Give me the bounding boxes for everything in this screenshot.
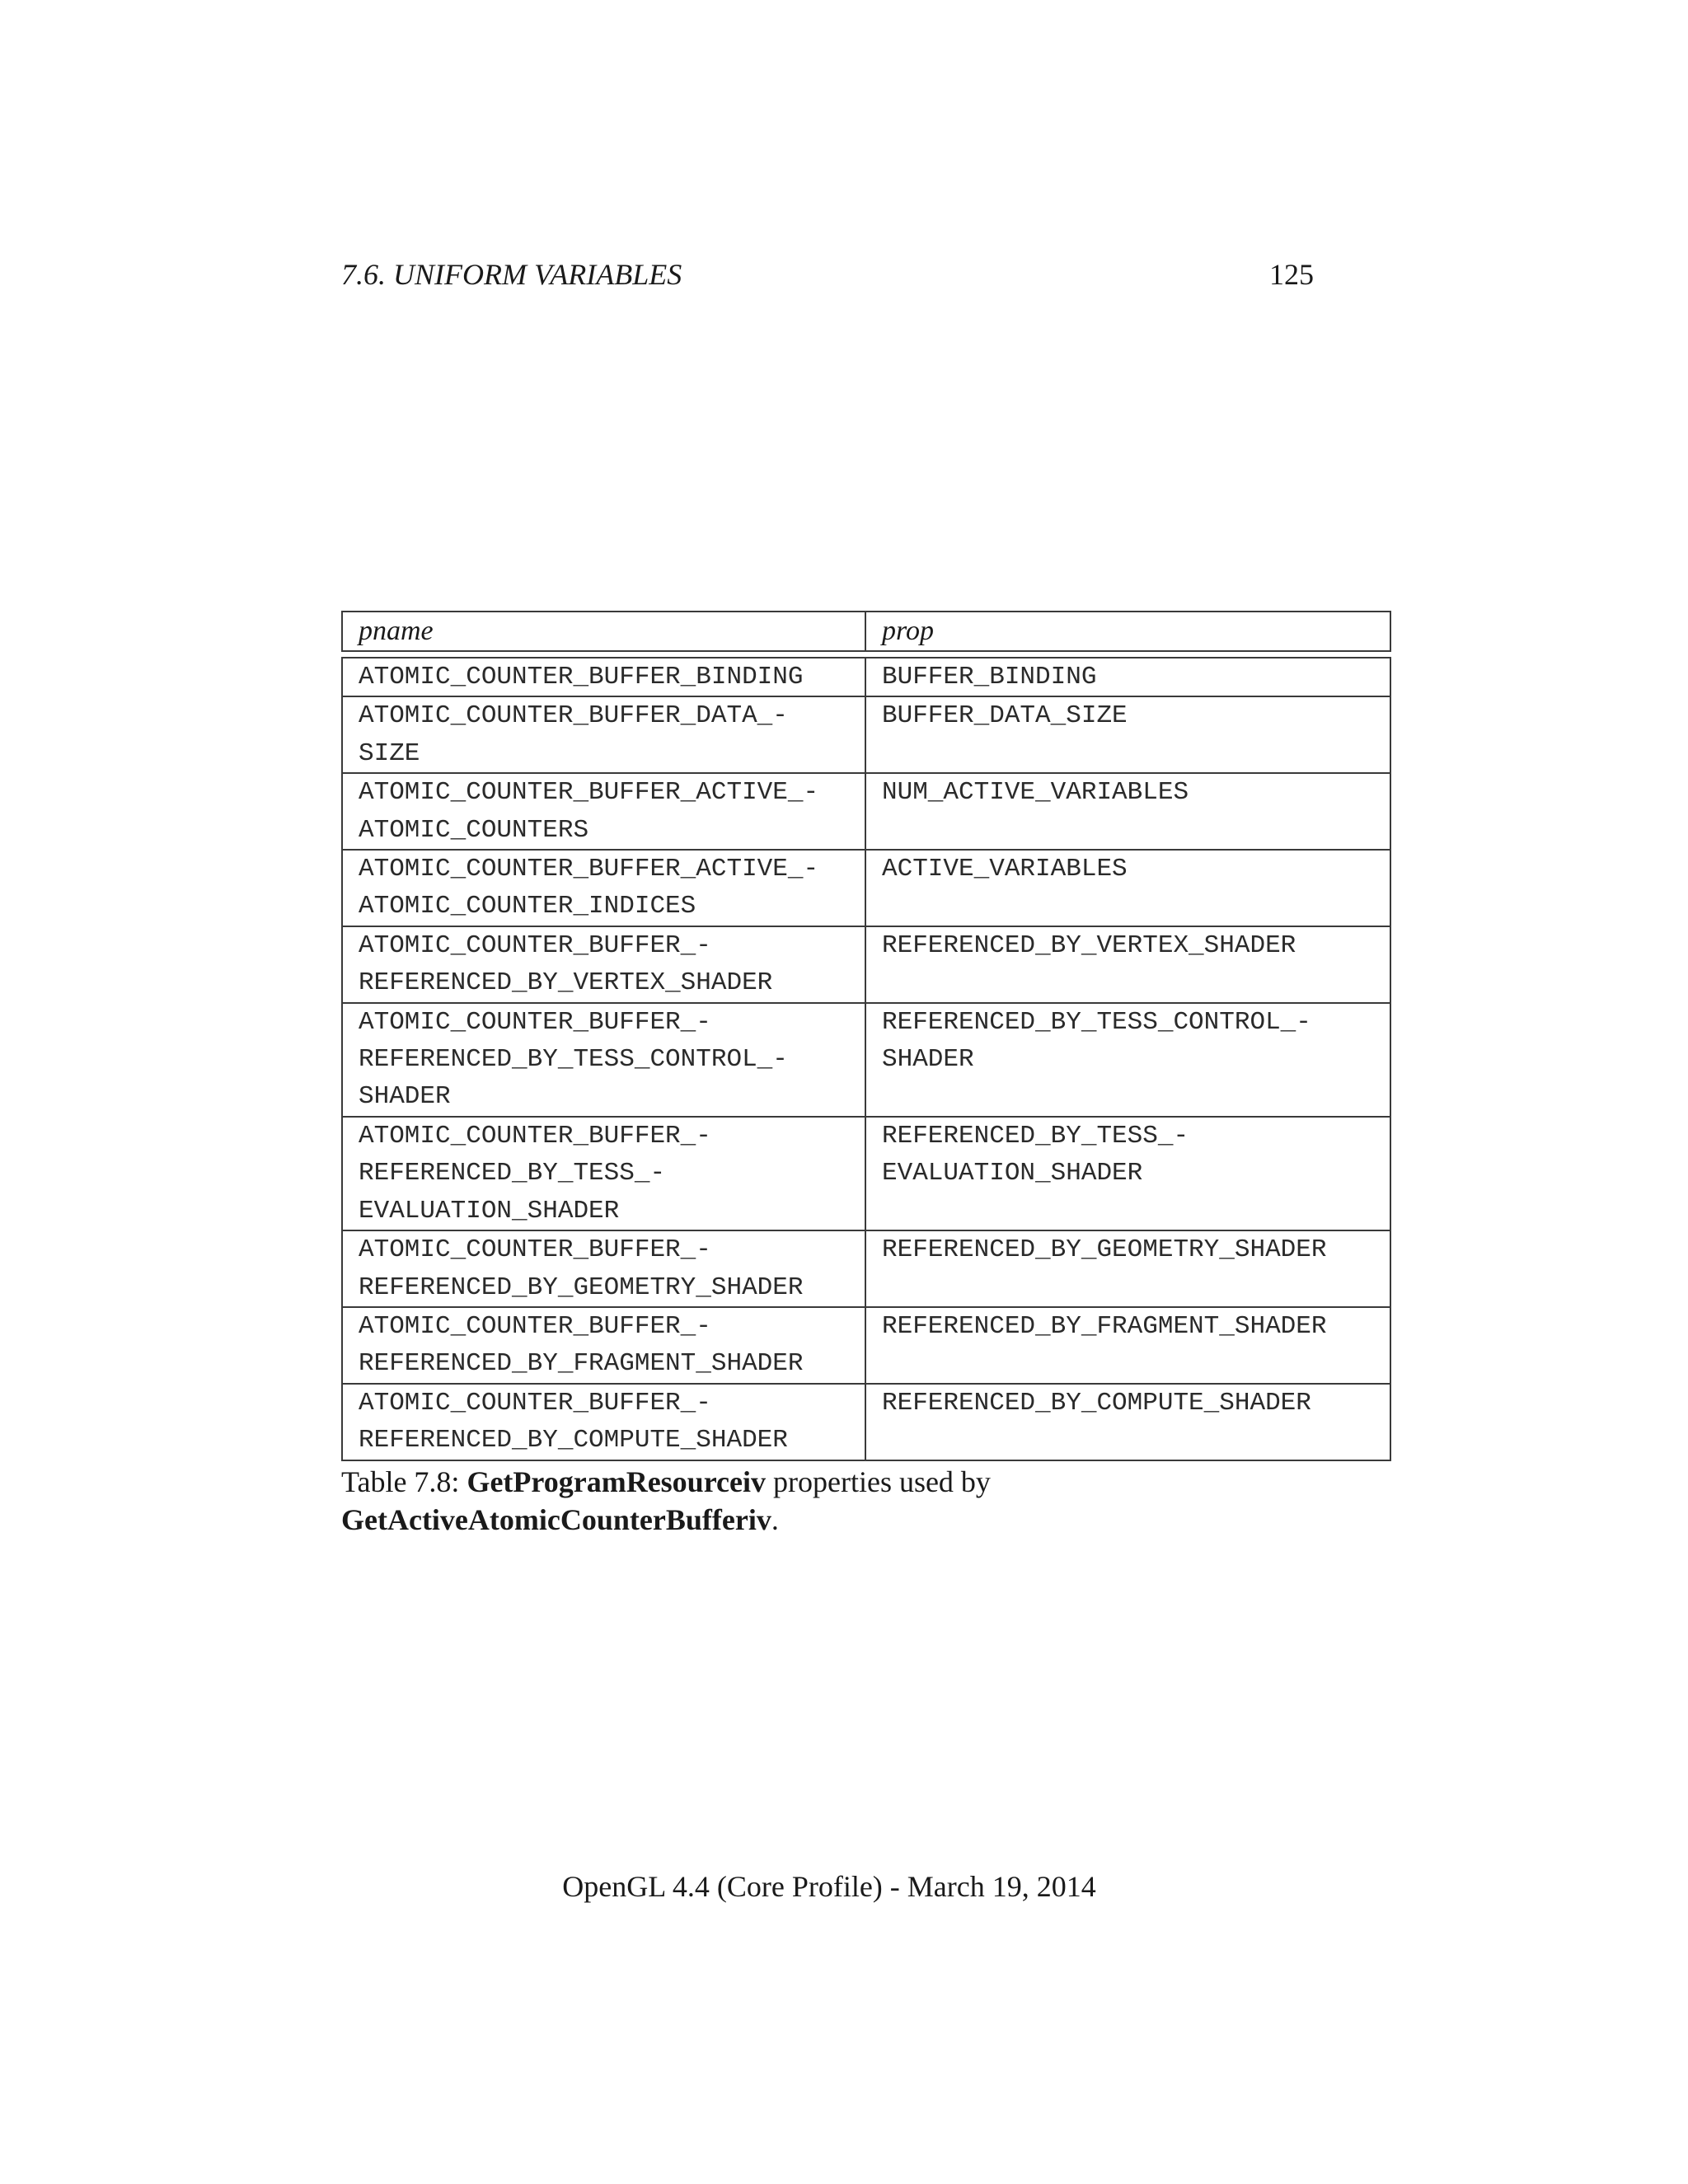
cell-pname: ATOMIC_COUNTER_BUFFER_ACTIVE_- ATOMIC_COUNTERS xyxy=(342,773,865,850)
properties-table xyxy=(341,611,1391,1461)
table-row xyxy=(342,1307,1390,1384)
cell-pname: ATOMIC_COUNTER_BUFFER_- REFERENCED_BY_TESS_CONTROL_- SHADER xyxy=(342,1003,865,1117)
page-footer: OpenGL 4.4 (Core Profile) - March 19, 2014 xyxy=(562,1870,1096,1903)
properties-table-container xyxy=(341,611,1390,1461)
table-row xyxy=(342,1003,1390,1117)
cell-pname: ATOMIC_COUNTER_BUFFER_- REFERENCED_BY_VERTEX_SHADER xyxy=(342,926,865,1003)
caption-middle-text: properties used by xyxy=(766,1465,991,1498)
running-header-section: 7.6. UNIFORM VARIABLES xyxy=(341,258,682,291)
cell-pname: ATOMIC_COUNTER_BUFFER_- REFERENCED_BY_FRAGMENT_SHADER xyxy=(342,1307,865,1384)
table-caption xyxy=(341,1463,1314,1539)
column-header-pname: pname xyxy=(342,612,865,651)
caption-function-getprogramresourceiv: GetProgramResourceiv xyxy=(467,1465,766,1498)
cell-prop: REFERENCED_BY_COMPUTE_SHADER xyxy=(865,1384,1390,1460)
table-row xyxy=(342,1384,1390,1460)
cell-pname: ATOMIC_COUNTER_BUFFER_- REFERENCED_BY_TESS_- EVALUATION_SHADER xyxy=(342,1117,865,1230)
table-row xyxy=(342,696,1390,773)
cell-prop: REFERENCED_BY_TESS_- EVALUATION_SHADER xyxy=(865,1117,1390,1230)
cell-prop: REFERENCED_BY_TESS_CONTROL_- SHADER xyxy=(865,1003,1390,1117)
cell-pname: ATOMIC_COUNTER_BUFFER_BINDING xyxy=(342,658,865,696)
cell-pname: ATOMIC_COUNTER_BUFFER_- REFERENCED_BY_COMPUTE_SHADER xyxy=(342,1384,865,1460)
table-row xyxy=(342,658,1390,696)
cell-prop: BUFFER_DATA_SIZE xyxy=(865,696,1390,773)
cell-prop: REFERENCED_BY_VERTEX_SHADER xyxy=(865,926,1390,1003)
cell-prop: REFERENCED_BY_FRAGMENT_SHADER xyxy=(865,1307,1390,1384)
table-body xyxy=(342,651,1390,1460)
caption-end: . xyxy=(771,1503,779,1536)
cell-prop: ACTIVE_VARIABLES xyxy=(865,850,1390,926)
column-header-prop: prop xyxy=(865,612,1390,651)
table-row xyxy=(342,1117,1390,1230)
page-number: 125 xyxy=(1269,258,1314,291)
caption-label: Table 7.8: xyxy=(341,1465,460,1498)
table-row xyxy=(342,926,1390,1003)
cell-prop: REFERENCED_BY_GEOMETRY_SHADER xyxy=(865,1230,1390,1307)
table-row xyxy=(342,1230,1390,1307)
cell-prop: BUFFER_BINDING xyxy=(865,658,1390,696)
cell-pname: ATOMIC_COUNTER_BUFFER_ACTIVE_- ATOMIC_COUNTER_INDICES xyxy=(342,850,865,926)
cell-pname: ATOMIC_COUNTER_BUFFER_- REFERENCED_BY_GEOMETRY_SHADER xyxy=(342,1230,865,1307)
table-row xyxy=(342,773,1390,850)
cell-pname: ATOMIC_COUNTER_BUFFER_DATA_- SIZE xyxy=(342,696,865,773)
table-row xyxy=(342,850,1390,926)
cell-prop: NUM_ACTIVE_VARIABLES xyxy=(865,773,1390,850)
table-header-row xyxy=(342,612,1390,651)
header-separator xyxy=(342,651,1390,658)
caption-function-getactiveatomiccounterbufferiv: GetActiveAtomicCounterBufferiv xyxy=(341,1503,771,1536)
